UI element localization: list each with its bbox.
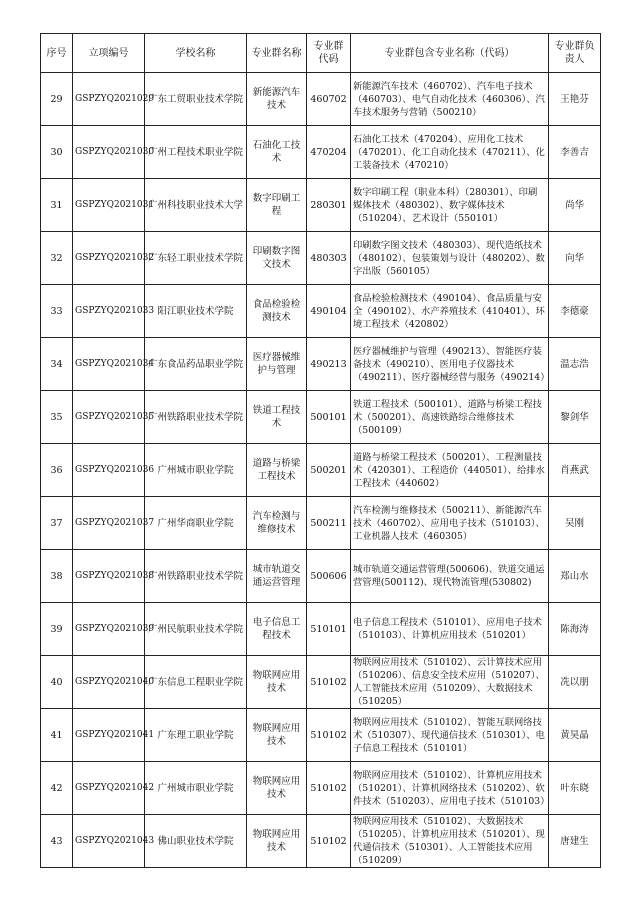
row-group-code: 490104 [307, 285, 351, 338]
row-group-name: 物联网应用技术 [247, 656, 307, 709]
row-group-code: 280301 [307, 179, 351, 232]
row-group-name: 道路与桥梁工程技术 [247, 444, 307, 497]
row-group-name: 物联网应用技术 [247, 762, 307, 815]
row-seq: 35 [41, 391, 73, 444]
row-members: 医疗器械维护与管理（490213）、智能医疗装备技术（490210）、医用电子仪器技术（490211）、医疗器械经营与服务（490214） [351, 338, 549, 391]
row-seq: 39 [41, 603, 73, 656]
table-row [41, 126, 601, 179]
row-members: 铁道工程技术（500101）、道路与桥梁工程技术（500201）、高速铁路综合维修技术（500109） [351, 391, 549, 444]
header-seq: 序号 [41, 34, 73, 73]
row-seq: 33 [41, 285, 73, 338]
row-project-code: GSPZYQ2021036 [73, 444, 145, 497]
row-members: 食品检验检测技术（490104）、食品质量与安全（490102）、水产养殖技术（410401）、环境工程技术（420802） [351, 285, 549, 338]
row-members: 城市轨道交通运营管理(500606)、铁道交通运营管理(500112)、现代物流管理(530802) [351, 550, 549, 603]
row-leader: 李善吉 [549, 126, 601, 179]
row-project-code: GSPZYQ2021041 [73, 709, 145, 762]
row-project-code: GSPZYQ2021042 [73, 762, 145, 815]
row-project-code: GSPZYQ2021032 [73, 232, 145, 285]
row-group-name: 印刷数字图文技术 [247, 232, 307, 285]
table-row [41, 391, 601, 444]
row-school: 佛山职业技术学院 [145, 815, 247, 868]
row-school: 广州民航职业技术学院 [145, 603, 247, 656]
table-row [41, 815, 601, 868]
row-members: 物联网应用技术（510102）、云计算技术应用（510206）、信息安全技术应用（510207）、人工智能技术应用（510209）、大数据技术（510205） [351, 656, 549, 709]
table-row [41, 709, 601, 762]
header-leader: 专业群负责人 [549, 34, 601, 73]
row-group-name: 石油化工技术 [247, 126, 307, 179]
row-group-name: 电子信息工程技术 [247, 603, 307, 656]
row-school: 广州华商职业学院 [145, 497, 247, 550]
row-school: 广东轻工职业技术学院 [145, 232, 247, 285]
row-group-code: 500101 [307, 391, 351, 444]
row-school: 广州铁路职业技术学院 [145, 391, 247, 444]
row-seq: 34 [41, 338, 73, 391]
row-seq: 41 [41, 709, 73, 762]
row-group-name: 食品检验检测技术 [247, 285, 307, 338]
row-leader: 李德豪 [549, 285, 601, 338]
table-row [41, 285, 601, 338]
row-members: 电子信息工程技术（510101）、应用电子技术（510103）、计算机应用技术（510201） [351, 603, 549, 656]
row-school: 阳江职业技术学院 [145, 285, 247, 338]
row-group-name: 铁道工程技术 [247, 391, 307, 444]
row-leader: 王艳芬 [549, 73, 601, 126]
row-members: 印刷数字图文技术（480303）、现代造纸技术（480102）、包装策划与设计（480202）、数字出版（560105） [351, 232, 549, 285]
table-row [41, 550, 601, 603]
row-school: 广州铁路职业技术学院 [145, 550, 247, 603]
row-group-code: 510102 [307, 762, 351, 815]
row-seq: 32 [41, 232, 73, 285]
row-project-code: GSPZYQ2021030 [73, 126, 145, 179]
table-row [41, 73, 601, 126]
header-school: 学校名称 [145, 34, 247, 73]
row-leader: 向华 [549, 232, 601, 285]
row-members: 数字印刷工程（职业本科）（280301）、印刷媒体技术（480302）、数字媒体技术（510204）、艺术设计（550101） [351, 179, 549, 232]
table-row [41, 444, 601, 497]
row-group-name: 数字印刷工程 [247, 179, 307, 232]
row-leader: 陈海涛 [549, 603, 601, 656]
header-project-code: 立项编号 [73, 34, 145, 73]
row-group-code: 470204 [307, 126, 351, 179]
row-leader: 黄昊晶 [549, 709, 601, 762]
table-row [41, 762, 601, 815]
row-members: 汽车检测与维修技术（500211）、新能源汽车技术（460702）、应用电子技术（510103）、工业机器人技术（460305） [351, 497, 549, 550]
row-leader: 冼以朋 [549, 656, 601, 709]
row-group-code: 490213 [307, 338, 351, 391]
row-school: 广东理工职业学院 [145, 709, 247, 762]
row-group-name: 医疗器械维护与管理 [247, 338, 307, 391]
row-seq: 37 [41, 497, 73, 550]
row-seq: 36 [41, 444, 73, 497]
row-project-code: GSPZYQ2021035 [73, 391, 145, 444]
row-group-code: 510102 [307, 656, 351, 709]
row-leader: 吴刚 [549, 497, 601, 550]
row-group-code: 510102 [307, 815, 351, 868]
row-members: 道路与桥梁工程技术（500201）、工程测量技术（420301）、工程造价（440501）、给排水工程技术（440602） [351, 444, 549, 497]
row-project-code: GSPZYQ2021040 [73, 656, 145, 709]
row-group-name: 物联网应用技术 [247, 709, 307, 762]
row-seq: 29 [41, 73, 73, 126]
row-leader: 尚华 [549, 179, 601, 232]
row-school: 广州城市职业学院 [145, 444, 247, 497]
row-seq: 40 [41, 656, 73, 709]
row-project-code: GSPZYQ2021037 [73, 497, 145, 550]
table-row [41, 656, 601, 709]
row-school: 广州城市职业学院 [145, 762, 247, 815]
project-list-table [40, 33, 601, 868]
row-project-code: GSPZYQ2021034 [73, 338, 145, 391]
header-row [41, 34, 601, 73]
row-group-code: 460702 [307, 73, 351, 126]
row-school: 广东食品药品职业学院 [145, 338, 247, 391]
row-project-code: GSPZYQ2021043 [73, 815, 145, 868]
row-leader: 温志浩 [549, 338, 601, 391]
row-seq: 31 [41, 179, 73, 232]
row-school: 广东信息工程职业学院 [145, 656, 247, 709]
row-seq: 42 [41, 762, 73, 815]
row-members: 物联网应用技术（510102）、大数据技术（510205）、计算机应用技术（510201）、现代通信技术（510301）、人工智能技术应用（510209） [351, 815, 549, 868]
row-project-code: GSPZYQ2021039 [73, 603, 145, 656]
header-group-code: 专业群代码 [307, 34, 351, 73]
row-leader: 黎剑华 [549, 391, 601, 444]
row-project-code: GSPZYQ2021038 [73, 550, 145, 603]
row-group-code: 510101 [307, 603, 351, 656]
row-project-code: GSPZYQ2021033 [73, 285, 145, 338]
row-group-code: 500201 [307, 444, 351, 497]
row-leader: 肖燕武 [549, 444, 601, 497]
row-group-code: 500606 [307, 550, 351, 603]
table-row [41, 603, 601, 656]
row-leader: 郑山水 [549, 550, 601, 603]
row-group-name: 新能源汽车技术 [247, 73, 307, 126]
header-group-name: 专业群名称 [247, 34, 307, 73]
table-row [41, 232, 601, 285]
row-seq: 38 [41, 550, 73, 603]
row-members: 石油化工技术（470204）、应用化工技术（470201）、化工自动化技术（470211）、化工装备技术（470210） [351, 126, 549, 179]
row-group-code: 480303 [307, 232, 351, 285]
row-members: 物联网应用技术（510102）、智能互联网络技术（510307）、现代通信技术（510301）、电子信息工程技术（510101） [351, 709, 549, 762]
row-project-code: GSPZYQ2021029 [73, 73, 145, 126]
row-members: 新能源汽车技术（460702）、汽车电子技术（460703）、电气自动化技术（460306）、汽车技术服务与营销（500210） [351, 73, 549, 126]
table-row [41, 497, 601, 550]
row-school: 广东工贸职业技术学院 [145, 73, 247, 126]
row-leader: 叶东晓 [549, 762, 601, 815]
row-leader: 唐建生 [549, 815, 601, 868]
table-row [41, 179, 601, 232]
row-group-name: 汽车检测与维修技术 [247, 497, 307, 550]
row-members: 物联网应用技术（510102）、计算机应用技术（510201）、计算机网络技术（510202）、软件技术（510203）、应用电子技术（510103） [351, 762, 549, 815]
row-group-name: 城市轨道交通运营管理 [247, 550, 307, 603]
row-group-code: 510102 [307, 709, 351, 762]
row-school: 广州工程技术职业学院 [145, 126, 247, 179]
row-seq: 30 [41, 126, 73, 179]
table-row [41, 338, 601, 391]
row-group-code: 500211 [307, 497, 351, 550]
row-group-name: 物联网应用技术 [247, 815, 307, 868]
header-members: 专业群包含专业名称（代码） [351, 34, 549, 73]
row-school: 广州科技职业技术大学 [145, 179, 247, 232]
row-project-code: GSPZYQ2021031 [73, 179, 145, 232]
row-seq: 43 [41, 815, 73, 868]
